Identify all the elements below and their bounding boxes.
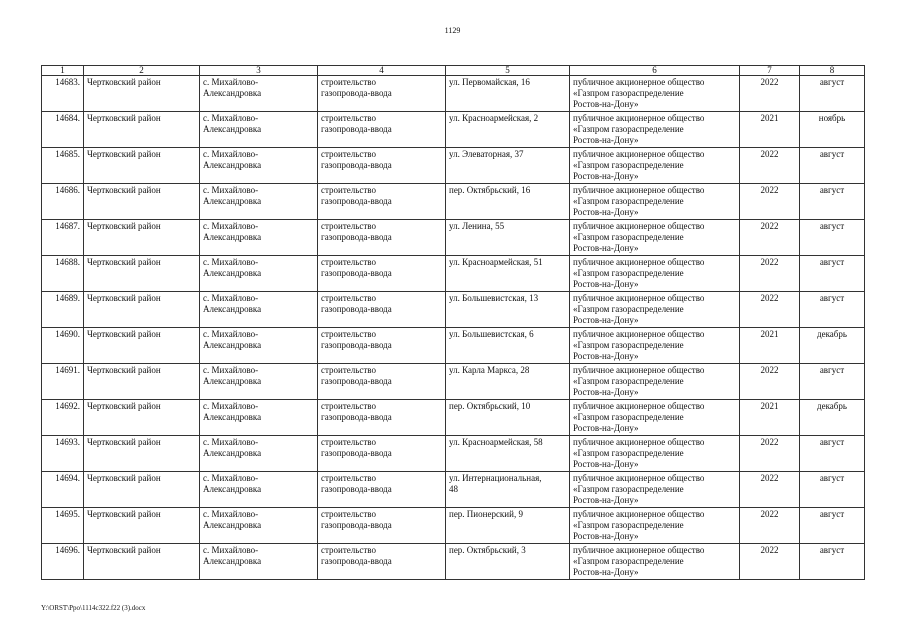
cell-work-type: строительство газопровода-ввода [318, 400, 446, 436]
cell-district: Чертковский район [84, 148, 200, 184]
cell-month: август [800, 364, 865, 400]
table-row [42, 112, 865, 148]
file-path-footer: Y:\ORST\Ppo\1114c322.f22 (3).docx [41, 604, 146, 612]
cell-organization: публичное акционерное общество «Газпром газораспределение Ростов-на-Дону» [570, 400, 740, 436]
cell-locality: с. Михайлово- Александровка [200, 112, 318, 148]
cell-district: Чертковский район [84, 76, 200, 112]
cell-locality: с. Михайлово- Александровка [200, 220, 318, 256]
table-body [42, 76, 865, 580]
cell-district: Чертковский район [84, 220, 200, 256]
table-row [42, 364, 865, 400]
cell-organization: публичное акционерное общество «Газпром газораспределение Ростов-на-Дону» [570, 544, 740, 580]
cell-locality: с. Михайлово- Александровка [200, 256, 318, 292]
cell-address: ул. Большевистская, 13 [446, 292, 570, 328]
cell-organization: публичное акционерное общество «Газпром газораспределение Ростов-на-Дону» [570, 76, 740, 112]
cell-month: август [800, 220, 865, 256]
cell-address: пер. Октябрьский, 3 [446, 544, 570, 580]
table-row [42, 76, 865, 112]
cell-number: 14689. [42, 292, 84, 328]
cell-organization: публичное акционерное общество «Газпром газораспределение Ростов-на-Дону» [570, 508, 740, 544]
cell-month: декабрь [800, 400, 865, 436]
table-row [42, 544, 865, 580]
cell-month: декабрь [800, 328, 865, 364]
cell-organization: публичное акционерное общество «Газпром газораспределение Ростов-на-Дону» [570, 112, 740, 148]
table-row [42, 184, 865, 220]
cell-number: 14685. [42, 148, 84, 184]
cell-month: август [800, 544, 865, 580]
cell-address: пер. Октябрьский, 16 [446, 184, 570, 220]
table-row [42, 328, 865, 364]
cell-number: 14691. [42, 364, 84, 400]
cell-year: 2022 [740, 184, 800, 220]
cell-number: 14688. [42, 256, 84, 292]
cell-address: ул. Карла Маркса, 28 [446, 364, 570, 400]
cell-number: 14692. [42, 400, 84, 436]
cell-locality: с. Михайлово- Александровка [200, 292, 318, 328]
cell-locality: с. Михайлово- Александровка [200, 184, 318, 220]
cell-work-type: строительство газопровода-ввода [318, 364, 446, 400]
cell-work-type: строительство газопровода-ввода [318, 112, 446, 148]
cell-year: 2021 [740, 400, 800, 436]
header-col-1: 1 [42, 66, 84, 76]
cell-month: август [800, 76, 865, 112]
cell-year: 2022 [740, 220, 800, 256]
cell-work-type: строительство газопровода-ввода [318, 328, 446, 364]
cell-number: 14686. [42, 184, 84, 220]
header-col-2: 2 [84, 66, 200, 76]
cell-year: 2022 [740, 256, 800, 292]
cell-district: Чертковский район [84, 364, 200, 400]
cell-address: ул. Элеваторная, 37 [446, 148, 570, 184]
cell-work-type: строительство газопровода-ввода [318, 148, 446, 184]
cell-month: август [800, 256, 865, 292]
cell-address: ул. Большевистская, 6 [446, 328, 570, 364]
cell-address: пер. Октябрьский, 10 [446, 400, 570, 436]
cell-number: 14695. [42, 508, 84, 544]
cell-locality: с. Михайлово- Александровка [200, 76, 318, 112]
cell-district: Чертковский район [84, 508, 200, 544]
cell-district: Чертковский район [84, 436, 200, 472]
cell-work-type: строительство газопровода-ввода [318, 472, 446, 508]
cell-year: 2022 [740, 292, 800, 328]
cell-month: август [800, 292, 865, 328]
cell-year: 2022 [740, 472, 800, 508]
cell-district: Чертковский район [84, 292, 200, 328]
table-row [42, 436, 865, 472]
cell-month: август [800, 184, 865, 220]
cell-locality: с. Михайлово- Александровка [200, 544, 318, 580]
cell-number: 14696. [42, 544, 84, 580]
cell-district: Чертковский район [84, 400, 200, 436]
cell-organization: публичное акционерное общество «Газпром газораспределение Ростов-на-Дону» [570, 292, 740, 328]
cell-year: 2021 [740, 328, 800, 364]
cell-locality: с. Михайлово- Александровка [200, 400, 318, 436]
cell-organization: публичное акционерное общество «Газпром газораспределение Ростов-на-Дону» [570, 256, 740, 292]
header-col-7: 7 [740, 66, 800, 76]
table-row [42, 220, 865, 256]
cell-work-type: строительство газопровода-ввода [318, 76, 446, 112]
cell-month: август [800, 148, 865, 184]
cell-organization: публичное акционерное общество «Газпром газораспределение Ростов-на-Дону» [570, 328, 740, 364]
cell-number: 14684. [42, 112, 84, 148]
cell-district: Чертковский район [84, 328, 200, 364]
cell-locality: с. Михайлово- Александровка [200, 364, 318, 400]
cell-number: 14683. [42, 76, 84, 112]
cell-organization: публичное акционерное общество «Газпром газораспределение Ростов-на-Дону» [570, 184, 740, 220]
cell-locality: с. Михайлово- Александровка [200, 508, 318, 544]
cell-locality: с. Михайлово- Александровка [200, 328, 318, 364]
cell-work-type: строительство газопровода-ввода [318, 436, 446, 472]
table-row [42, 400, 865, 436]
cell-organization: публичное акционерное общество «Газпром газораспределение Ростов-на-Дону» [570, 220, 740, 256]
cell-month: август [800, 436, 865, 472]
cell-year: 2022 [740, 364, 800, 400]
header-col-3: 3 [200, 66, 318, 76]
cell-locality: с. Михайлово- Александровка [200, 148, 318, 184]
header-col-6: 6 [570, 66, 740, 76]
table-row [42, 292, 865, 328]
cell-work-type: строительство газопровода-ввода [318, 508, 446, 544]
header-col-4: 4 [318, 66, 446, 76]
header-col-8: 8 [800, 66, 865, 76]
cell-number: 14693. [42, 436, 84, 472]
cell-organization: публичное акционерное общество «Газпром газораспределение Ростов-на-Дону» [570, 148, 740, 184]
cell-address: ул. Красноармейская, 2 [446, 112, 570, 148]
cell-district: Чертковский район [84, 184, 200, 220]
cell-year: 2022 [740, 76, 800, 112]
cell-organization: публичное акционерное общество «Газпром газораспределение Ростов-на-Дону» [570, 364, 740, 400]
cell-number: 14690. [42, 328, 84, 364]
cell-locality: с. Михайлово- Александровка [200, 436, 318, 472]
cell-year: 2022 [740, 508, 800, 544]
cell-year: 2021 [740, 112, 800, 148]
page-number: 1129 [444, 26, 461, 35]
cell-address: ул. Красноармейская, 58 [446, 436, 570, 472]
table-row [42, 148, 865, 184]
table-row [42, 256, 865, 292]
cell-organization: публичное акционерное общество «Газпром газораспределение Ростов-на-Дону» [570, 436, 740, 472]
works-table [41, 65, 865, 580]
cell-district: Чертковский район [84, 472, 200, 508]
cell-work-type: строительство газопровода-ввода [318, 256, 446, 292]
cell-year: 2022 [740, 436, 800, 472]
cell-address: ул. Ленина, 55 [446, 220, 570, 256]
table-row [42, 508, 865, 544]
header-row [42, 66, 865, 76]
cell-work-type: строительство газопровода-ввода [318, 292, 446, 328]
cell-number: 14687. [42, 220, 84, 256]
cell-address: ул. Интернациональная, 48 [446, 472, 570, 508]
cell-district: Чертковский район [84, 112, 200, 148]
cell-number: 14694. [42, 472, 84, 508]
cell-address: пер. Пионерский, 9 [446, 508, 570, 544]
cell-locality: с. Михайлово- Александровка [200, 472, 318, 508]
cell-district: Чертковский район [84, 544, 200, 580]
cell-address: ул. Первомайская, 16 [446, 76, 570, 112]
cell-organization: публичное акционерное общество «Газпром газораспределение Ростов-на-Дону» [570, 472, 740, 508]
cell-year: 2022 [740, 544, 800, 580]
header-col-5: 5 [446, 66, 570, 76]
cell-month: август [800, 508, 865, 544]
cell-year: 2022 [740, 148, 800, 184]
cell-month: ноябрь [800, 112, 865, 148]
cell-district: Чертковский район [84, 256, 200, 292]
table-row [42, 472, 865, 508]
cell-work-type: строительство газопровода-ввода [318, 544, 446, 580]
cell-work-type: строительство газопровода-ввода [318, 220, 446, 256]
cell-address: ул. Красноармейская, 51 [446, 256, 570, 292]
cell-month: август [800, 472, 865, 508]
cell-work-type: строительство газопровода-ввода [318, 184, 446, 220]
